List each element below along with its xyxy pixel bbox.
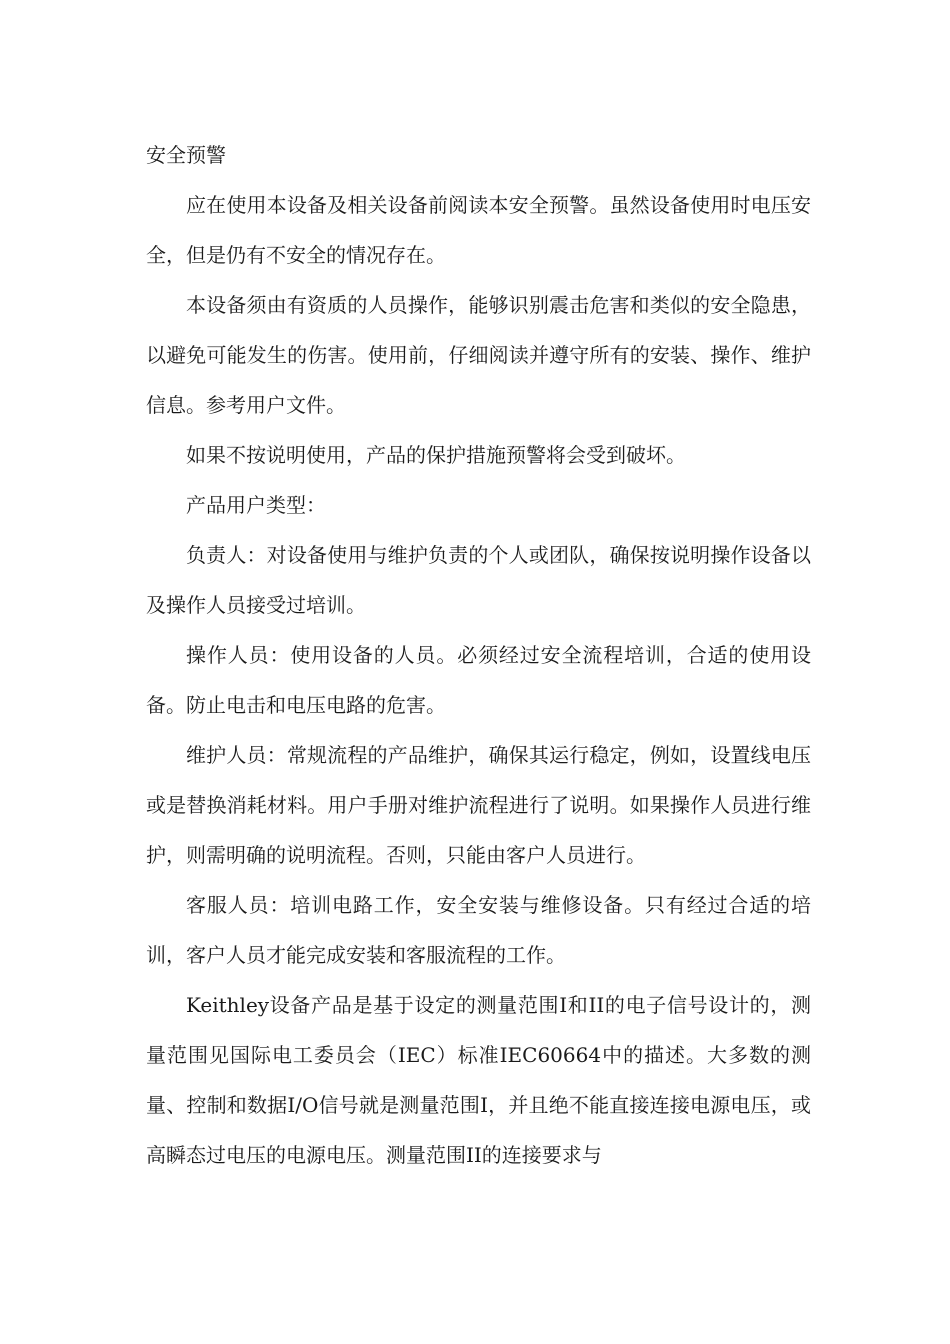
paragraph-service-personnel: 客服人员：培训电路工作，安全安装与维修设备。只有经过合适的培训，客户人员才能完成安装和客服流程的工作。 <box>146 893 811 967</box>
paragraph-measurement-categories: Keithley设备产品是基于设定的测量范围I和II的电子信号设计的，测量范围见国际电工委员会（IEC）标准IEC60664中的描述。大多数的测量、控制和数据I/O信号就是测量范围I，并且绝不能直接连接电源电压，或高瞬态过电压的电源电压。测量范围II的连接要求与 <box>146 993 811 1167</box>
paragraph-maintenance-personnel: 维护人员：常规流程的产品维护，确保其运行稳定，例如，设置线电压或是替换消耗材料。用户手册对维护流程进行了说明。如果操作人员进行维护，则需明确的说明流程。否则，只能由客户人员进行。 <box>146 743 811 867</box>
document-body <box>146 130 811 1180</box>
document-title: 安全预警 <box>146 143 226 167</box>
paragraph-user-types-heading: 产品用户类型： <box>186 493 326 517</box>
paragraph-responsible-party: 负责人：对设备使用与维护负责的个人或团队，确保按说明操作设备以及操作人员接受过培训。 <box>146 543 811 617</box>
paragraph-protection-warning: 如果不按说明使用，产品的保护措施预警将会受到破坏。 <box>186 443 686 467</box>
paragraph-qualified-personnel: 本设备须由有资质的人员操作，能够识别震击危害和类似的安全隐患，以避免可能发生的伤害。使用前，仔细阅读并遵守所有的安装、操作、维护信息。参考用户文件。 <box>146 293 811 417</box>
paragraph-read-before-use: 应在使用本设备及相关设备前阅读本安全预警。虽然设备使用时电压安全，但是仍有不安全的情况存在。 <box>146 193 811 267</box>
paragraph-operators: 操作人员：使用设备的人员。必须经过安全流程培训，合适的使用设备。防止电击和电压电路的危害。 <box>146 643 811 717</box>
